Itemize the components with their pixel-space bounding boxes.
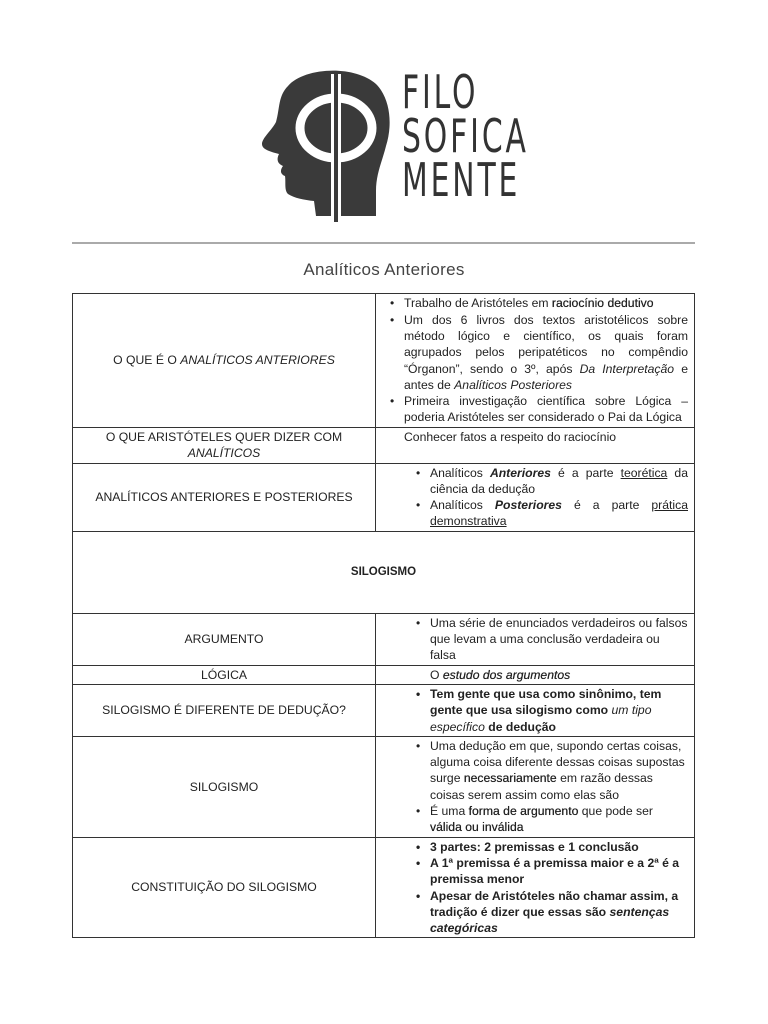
cell-text: O estudo dos argumentos [430, 667, 571, 682]
table-row [73, 531, 695, 613]
row-content [376, 665, 695, 684]
cell-text: Conhecer fatos a respeito do raciocínio [404, 430, 617, 444]
list-item: • Uma dedução em que, supondo certas coisas, alguma coisa diferente dessas coisas supostas surge necessariamente em razão dessas coisas serem assim como elas são [430, 738, 688, 803]
document-title: Analíticos Anteriores [303, 260, 465, 279]
header-divider [72, 242, 695, 244]
row-label: SILOGISMO É DIFERENTE DE DEDUÇÃO? [73, 684, 376, 736]
table-row [73, 428, 695, 464]
row-content [376, 613, 695, 665]
table-row [73, 613, 695, 665]
row-label: ARGUMENTO [73, 613, 376, 665]
row-label: ANALÍTICOS ANTERIORES E POSTERIORES [73, 463, 376, 531]
summary-table [72, 293, 695, 938]
row-content [376, 684, 695, 736]
row-content [376, 294, 695, 428]
label-text: O QUE É O [113, 353, 181, 368]
list-item: • Analíticos Posteriores é a parte prática demonstrativa [430, 497, 688, 530]
list-item: • Um dos 6 livros dos textos aristotélicos sobre método lógico e científico, os quais foram agrupados pelos peripatéticos no compêndio “Órganon”, sendo o 3º, após Da Interpretação e antes de Analíticos Posteriores [404, 312, 688, 393]
table-row [73, 665, 695, 684]
row-content [376, 837, 695, 938]
row-label: O QUE ARISTÓTELES QUER DIZER COM ANALÍTICOS [73, 428, 376, 464]
brand-line: FILO [402, 65, 479, 119]
brand-line: SOFICA [402, 109, 529, 163]
section-heading: SILOGISMO [73, 531, 695, 613]
row-label: LÓGICA [73, 665, 376, 684]
list-item: • Trabalho de Aristóteles em raciocínio dedutivo [404, 295, 688, 311]
table-row [73, 463, 695, 531]
list-item: • Analíticos Anteriores é a parte teorética da ciência da dedução [430, 465, 688, 498]
list-item: • 3 partes: 2 premissas e 1 conclusão [430, 839, 688, 855]
list-item: • A 1ª premissa é a premissa maior e a 2ª é a premissa menor [430, 855, 688, 888]
row-content [376, 428, 695, 464]
list-item: • Primeira investigação científica sobre Lógica – poderia Aristóteles ser considerado o Pai da Lógica [404, 393, 688, 426]
table-row [73, 294, 695, 428]
table-row [73, 837, 695, 938]
label-italic: ANALÍTICOS ANTERIORES [180, 353, 335, 368]
table-row [73, 736, 695, 837]
list-item: • Uma série de enunciados verdadeiros ou falsos que levam a uma conclusão verdadeira ou falsa [430, 615, 688, 664]
row-label: SILOGISMO [73, 736, 376, 837]
row-label: CONSTITUIÇÃO DO SILOGISMO [73, 837, 376, 938]
row-content [376, 463, 695, 531]
list-item: • Tem gente que usa como sinônimo, tem gente que usa silogismo como um tipo específico de dedução [430, 686, 688, 735]
table-row [73, 684, 695, 736]
list-item: • Apesar de Aristóteles não chamar assim, a tradição é dizer que essas são sentenças categóricas [430, 888, 688, 937]
list-item: • É uma forma de argumento que pode ser válida ou inválida [430, 803, 688, 836]
row-content [376, 736, 695, 837]
row-label [73, 294, 376, 428]
brand-wordmark [402, 65, 529, 207]
brand-line: MENTE [402, 153, 521, 207]
